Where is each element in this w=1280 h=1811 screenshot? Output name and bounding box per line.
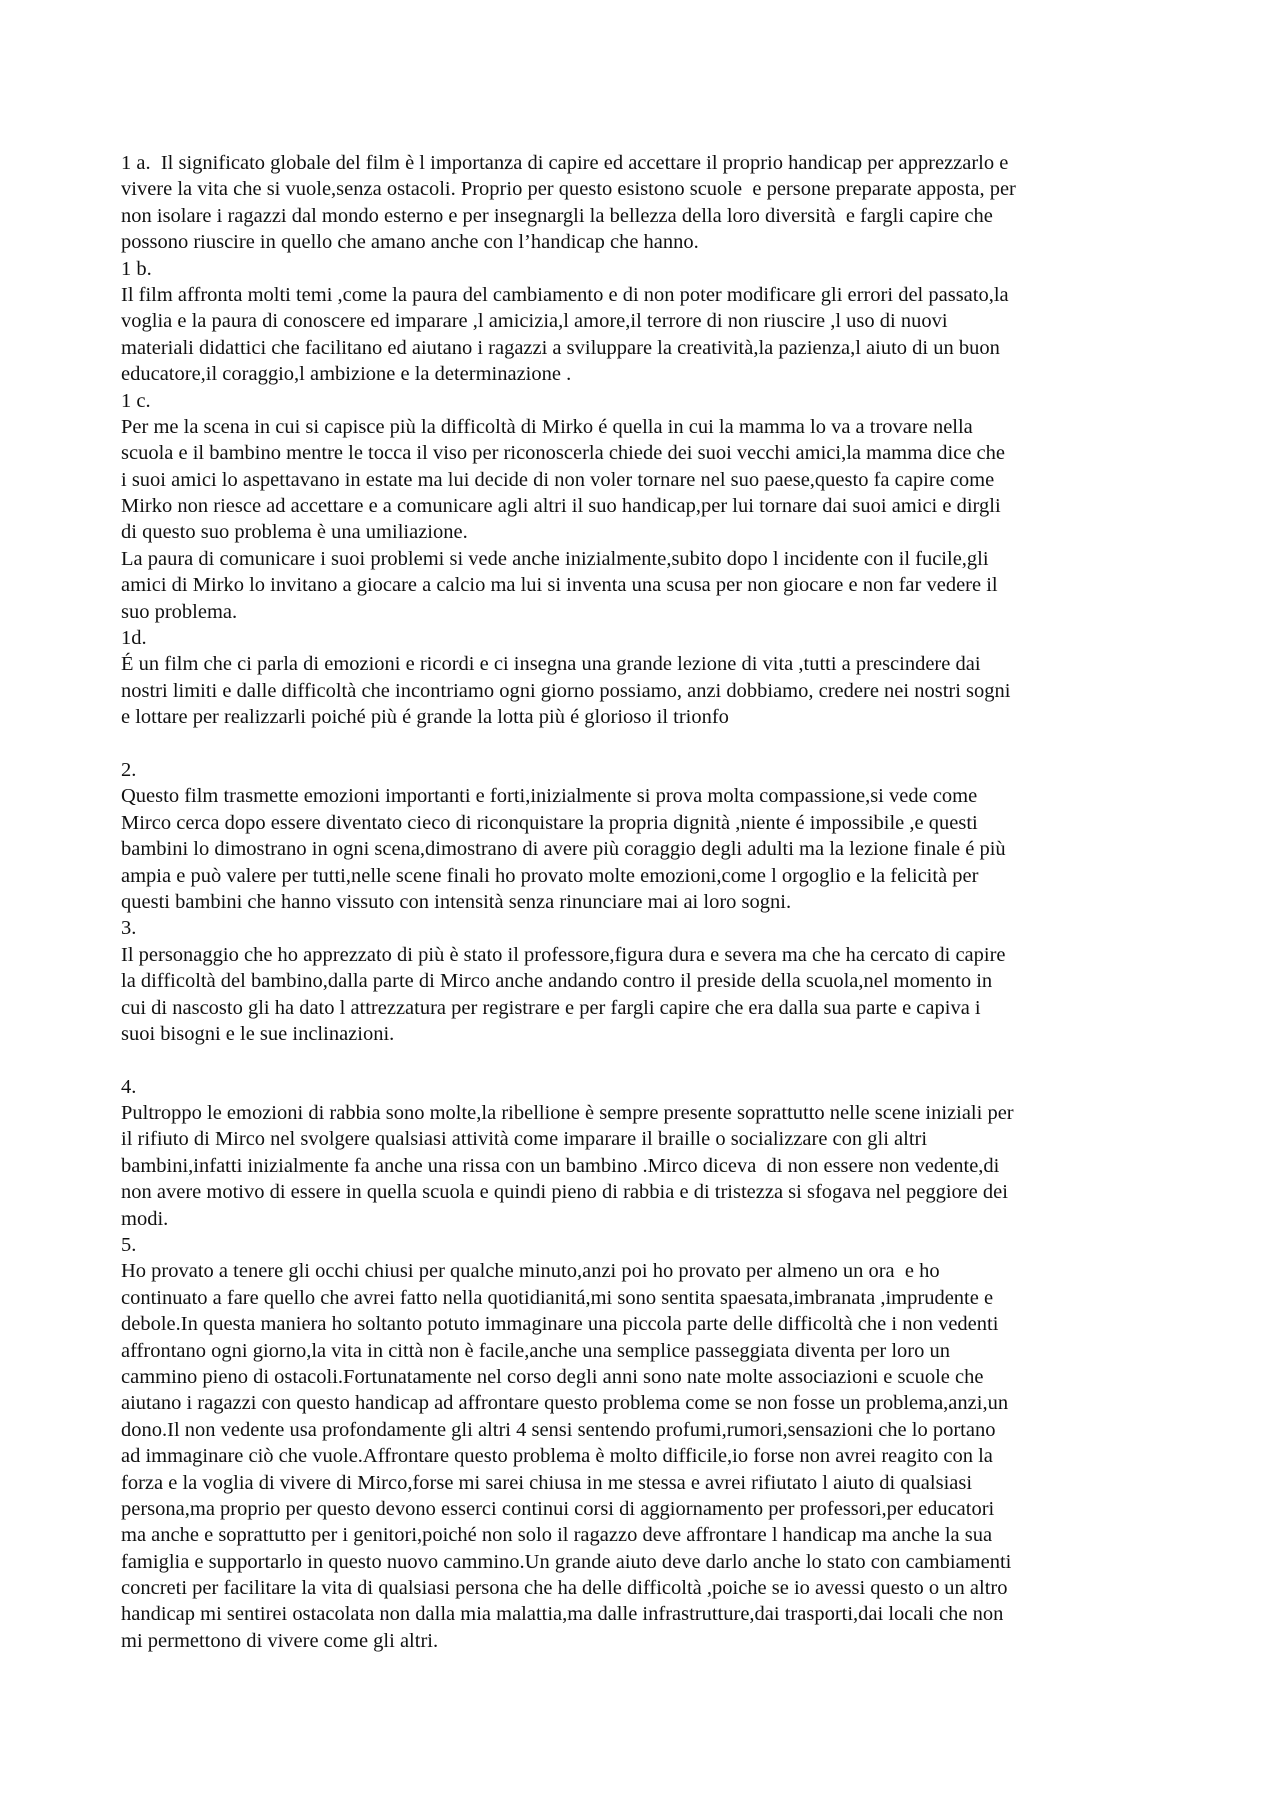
text-line: Per me la scena in cui si capisce più la difficoltà di Mirko é quella in cui la mamma lo va a trovare nella (121, 415, 973, 438)
text-line: vivere la vita che si vuole,senza ostacoli. Proprio per questo esistono scuole e persone preparate apposta, per (121, 178, 1016, 201)
text-line: 1d. (121, 627, 147, 650)
text-line: aiutano i ragazzi con questo handicap ad affrontare questo problema come se non fosse un problema,anzi,un (121, 1392, 1009, 1415)
text-line: Ho provato a tenere gli occhi chiusi per qualche minuto,anzi poi ho provato per almeno un ora e ho (121, 1260, 940, 1283)
text-line: non isolare i ragazzi dal mondo esterno e per insegnargli la bellezza della loro diversità e fargli capire che (121, 204, 993, 227)
text-line: 1 a. Il significato globale del film è l importanza di capire ed accettare il proprio handicap per apprezzarlo e (121, 152, 1009, 174)
text-line: Questo film trasmette emozioni importanti e forti,inizialmente si prova molta compassione,si vede come (121, 785, 978, 808)
text-line: la difficoltà del bambino,dalla parte di Mirco anche andando contro il preside della scuola,nel momento in (121, 970, 993, 993)
text-line: nostri limiti e dalle difficoltà che incontriamo ogni giorno possiamo, anzi dobbiamo, credere nei nostri sogni (121, 679, 1011, 702)
text-line: É un film che ci parla di emozioni e ricordi e ci insegna una grande lezione di vita ,tutti a prescindere dai (121, 653, 981, 676)
blank-line (121, 1047, 1166, 1073)
text-line: ampia e può valere per tutti,nelle scene finali ho provato molte emozioni,come l orgoglio e la felicità per (121, 864, 979, 887)
text-block (121, 150, 1166, 731)
text-line: dono.Il non vedente usa profondamente gli altri 4 sensi sentendo profumi,rumori,sensazioni che lo portano (121, 1418, 996, 1441)
text-line: di questo suo problema è una umiliazione. (121, 521, 468, 544)
text-line: continuato a fare quello che avrei fatto nella quotidianitá,mi sono sentita spaesata,imbranata ,imprudente e (121, 1286, 994, 1309)
document-page (121, 150, 1166, 1654)
text-line: e lottare per realizzarli poiché più é grande la lotta più é glorioso il trionfo (121, 706, 729, 729)
text-line: modi. (121, 1207, 169, 1230)
text-line: 5. (121, 1234, 137, 1257)
text-line: affrontano ogni giorno,la vita in città non è facile,anche una semplice passeggiata diventa per loro un (121, 1339, 951, 1362)
text-block (121, 1074, 1166, 1655)
text-line: 1 c. (121, 389, 151, 412)
text-line: 2. (121, 758, 137, 781)
text-block (121, 757, 1166, 1047)
text-line: scuola e il bambino mentre le tocca il viso per riconoscerla chiede dei suoi vecchi amici,la mamma dice che (121, 442, 1005, 465)
text-line: non avere motivo di essere in quella scuola e quindi pieno di rabbia e di tristezza si sfogava nel peggiore dei (121, 1181, 1008, 1204)
text-line: questi bambini che hanno vissuto con intensità senza rinunciare mai ai loro sogni. (121, 890, 792, 913)
text-line: persona,ma proprio per questo devono esserci continui corsi di aggiornamento per professori,per educatori (121, 1497, 995, 1520)
text-line: bambini,infatti inizialmente fa anche una rissa con un bambino .Mirco diceva di non essere non vedente,di (121, 1154, 1000, 1177)
text-line: debole.In questa maniera ho soltanto potuto immaginare una piccola parte delle difficoltà che i non vedenti (121, 1313, 999, 1336)
text-line: bambini lo dimostrano in ogni scena,dimostrano di avere più coraggio degli adulti ma la lezione finale é più (121, 838, 1006, 861)
text-line: handicap mi sentirei ostacolata non dalla mia malattia,ma dalle infrastrutture,dai trasporti,dai locali che non (121, 1603, 1004, 1626)
text-line: cui di nascosto gli ha dato l attrezzatura per registrare e per fargli capire che era dalla sua parte e capiva i (121, 996, 981, 1019)
text-line: suo problema. (121, 600, 238, 623)
text-line: i suoi amici lo aspettavano in estate ma lui decide di non voler tornare nel suo paese,questo fa capire come (121, 468, 995, 491)
blank-line (121, 731, 1166, 757)
text-line: 3. (121, 917, 137, 940)
text-line: Il film affronta molti temi ,come la paura del cambiamento e di non poter modificare gli errori del passato,la (121, 283, 1009, 306)
text-line: ad immaginare ciò che vuole.Affrontare questo problema è molto difficile,io forse non avrei reagito con la (121, 1445, 993, 1468)
text-line: amici di Mirko lo invitano a giocare a calcio ma lui si inventa una scusa per non giocare e non far vedere il (121, 574, 998, 597)
text-line: voglia e la paura di conoscere ed imparare ,l amicizia,l amore,il terrore di non riuscire ,l uso di nuovi (121, 310, 948, 333)
text-line: 1 b. (121, 257, 152, 280)
text-line: materiali didattici che facilitano ed aiutano i ragazzi a sviluppare la creatività,la pazienza,l aiuto di un buon (121, 336, 1000, 359)
text-line: Mirko non riesce ad accettare e a comunicare agli altri il suo handicap,per lui tornare dai suoi amici e dirgli (121, 495, 1001, 518)
text-line: il rifiuto di Mirco nel svolgere qualsiasi attività come imparare il braille o socializzare con gli altri (121, 1128, 928, 1151)
text-line: La paura di comunicare i suoi problemi si vede anche inizialmente,subito dopo l incidente con il fucile,gli (121, 547, 989, 570)
text-line: Pultroppo le emozioni di rabbia sono molte,la ribellione è sempre presente soprattutto nelle scene iniziali per (121, 1102, 1014, 1125)
text-line: cammino pieno di ostacoli.Fortunatamente nel corso degli anni sono nate molte associazioni e scuole che (121, 1365, 984, 1388)
text-line: mi permettono di vivere come gli altri. (121, 1629, 439, 1652)
text-line: famiglia e supportarlo in questo nuovo cammino.Un grande aiuto deve darlo anche lo stato con cambiamenti (121, 1550, 1012, 1573)
text-line: 4. (121, 1075, 137, 1098)
text-line: Mirco cerca dopo essere diventato cieco di riconquistare la propria dignità ,niente é impossibile ,e questi (121, 811, 978, 834)
text-line: educatore,il coraggio,l ambizione e la determinazione . (121, 363, 572, 386)
text-line: forza e la voglia di vivere di Mirco,forse mi sarei chiusa in me stessa e avrei rifiutato l aiuto di qualsiasi (121, 1471, 973, 1494)
text-line: possono riuscire in quello che amano anche con l’handicap che hanno. (121, 231, 699, 254)
text-line: ma anche e soprattutto per i genitori,poiché non solo il ragazzo deve affrontare l handicap ma anche la sua (121, 1524, 993, 1547)
text-line: concreti per facilitare la vita di qualsiasi persona che ha delle difficoltà ,poiche se io avessi questo o un altro (121, 1577, 1008, 1600)
text-line: Il personaggio che ho apprezzato di più è stato il professore,figura dura e severa ma che ha cercato di capire (121, 943, 1006, 966)
text-line: suoi bisogni e le sue inclinazioni. (121, 1022, 395, 1045)
